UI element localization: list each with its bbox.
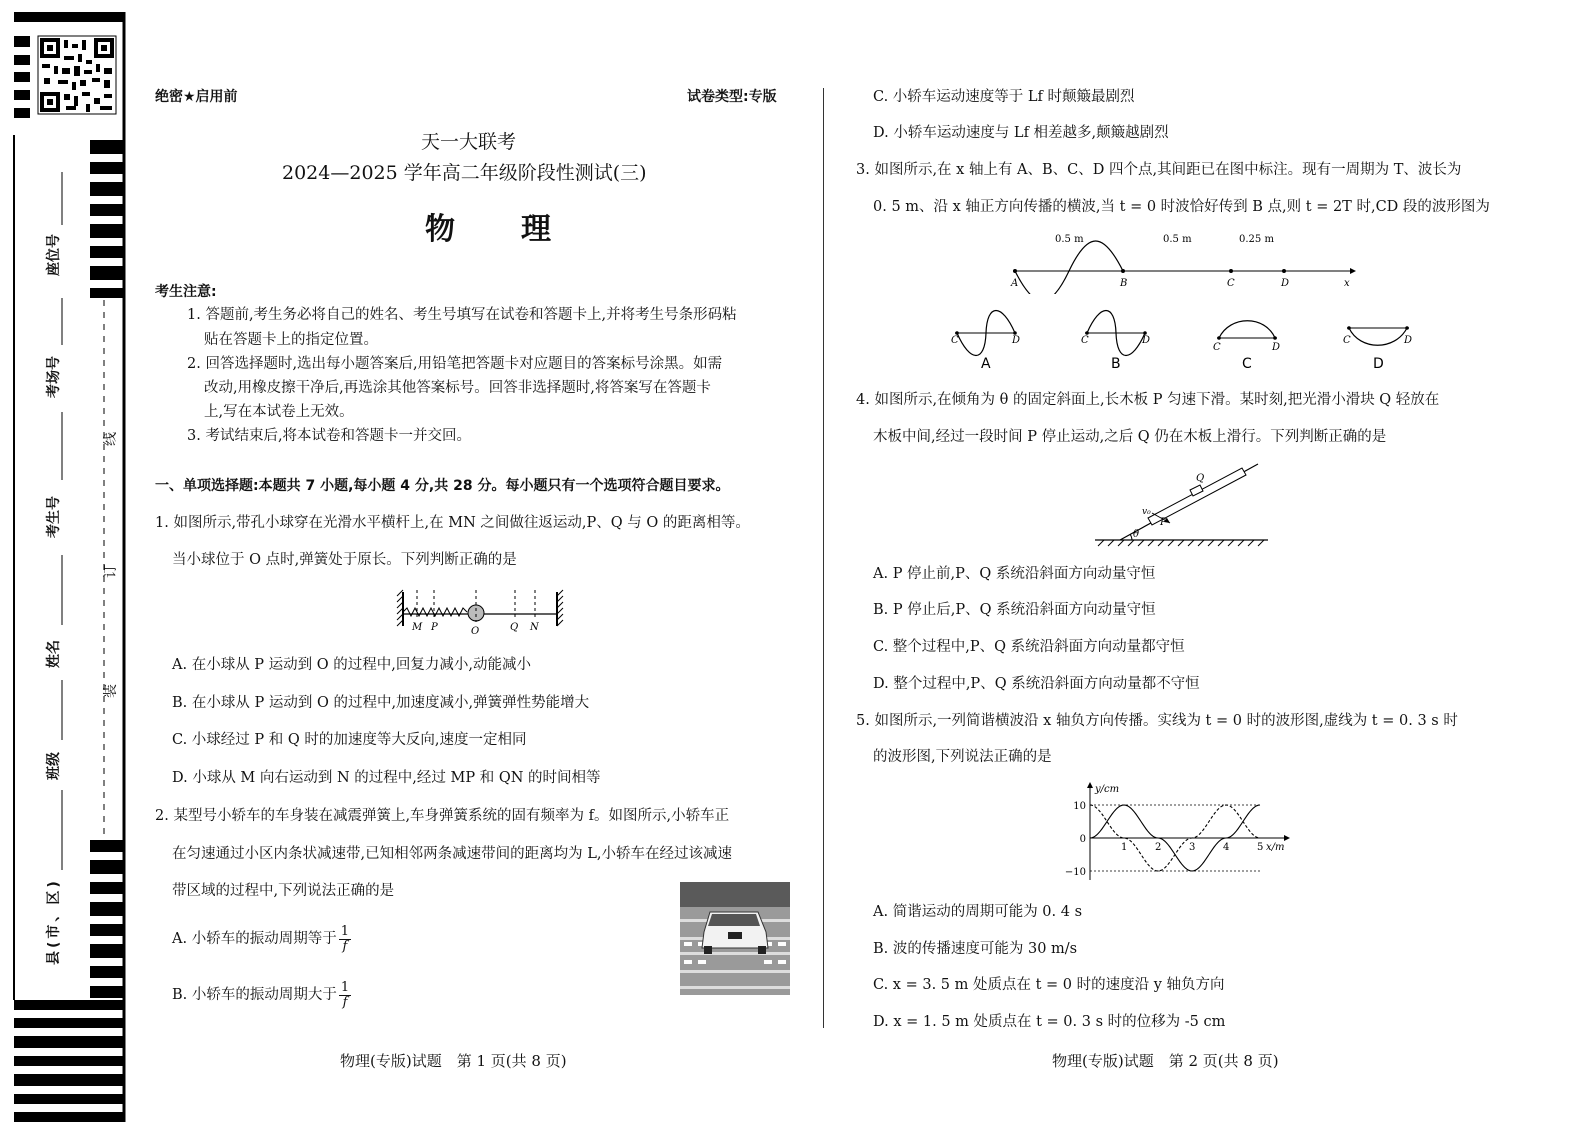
q4-incline-figure (1090, 460, 1280, 548)
q1-label-m: M (412, 622, 423, 633)
q3-dist-ab: 0.5 m (1055, 234, 1084, 245)
q2-option-a-text: A. 小轿车的振动周期等于 (172, 931, 337, 947)
q3-stem-1: 3. 如图所示,在 x 轴上有 A、B、C、D 四个点,其间距已在图中标注。现有一周期为 T、波长为 (856, 162, 1462, 178)
q3-stem-2: 0. 5 m、沿 x 轴正方向传播的横波,当 t = 0 时波恰好传到 B 点,则 t = 2T 时,CD 段的波形图为 (873, 199, 1490, 215)
q3-dist-bc: 0.5 m (1163, 234, 1192, 245)
x-tick-label: 2 (1155, 842, 1162, 853)
notice-title: 考生注意: (155, 284, 217, 300)
q3-wave-axis-figure (1005, 228, 1360, 294)
q1-label-q: Q (510, 622, 519, 633)
svg-text:D: D (1272, 342, 1281, 353)
q1-spring-figure (395, 586, 567, 638)
notice-line-1: 1. 答题前,考生务必将自己的姓名、考生号填写在试卷和答题卡上,并将考生号条形码粘 (187, 307, 737, 323)
q4-option-d: D. 整个过程中,P、Q 系统沿斜面方向动量都不守恒 (873, 676, 1200, 692)
class-label: 班级 (46, 752, 62, 780)
svg-text:C: C (1213, 342, 1221, 353)
q5-stem-2: 的波形图,下列说法正确的是 (873, 749, 1052, 765)
q1-label-o: O (471, 626, 480, 637)
svg-text:D: D (1012, 335, 1021, 346)
svg-text:D: D (1142, 335, 1151, 346)
q5-stem-1: 5. 如图所示,一列简谐横波沿 x 轴负方向传播。实线为 t = 0 时的波形图,虚线为 t = 0. 3 s 时 (856, 713, 1458, 729)
q4-label-p: P (1160, 517, 1167, 528)
chart-axes (1087, 782, 1290, 880)
q2-option-b-text: B. 小轿车的振动周期大于 (172, 987, 337, 1003)
q2-option-a-fraction: $\frac{1}{f}$ (340, 923, 349, 954)
q5-option-c: C. x = 3. 5 m 处质点在 t = 0 时的速度沿 y 轴负方向 (873, 977, 1225, 993)
q3-option-figures (945, 305, 1425, 375)
q2-option-a (172, 922, 351, 956)
q3-option-d-label: D (1373, 356, 1384, 372)
footer-right: 物理(专版)试题 第 2 页(共 8 页) (1052, 1052, 1279, 1070)
q2-stem-1: 2. 某型号小轿车的车身装在减震弹簧上,车身弹簧系统的固有频率为 f。如图所示,小轿车正 (155, 808, 730, 824)
q3-point-d: D (1281, 278, 1290, 289)
q3-option-a-label: A (981, 356, 991, 372)
q1-option-d: D. 小球从 M 向右运动到 N 的过程中,经过 MP 和 QN 的时间相等 (172, 770, 601, 786)
q3-option-b-label: B (1111, 356, 1121, 372)
notice-line-6: 3. 考试结束后,将本试卷和答题卡一并交回。 (187, 428, 472, 444)
bind-mark-bind: 装 (103, 684, 119, 698)
y-tick-label: 10 (1073, 801, 1086, 812)
y-tick-label: 0 (1079, 834, 1086, 845)
footer-left: 物理(专版)试题 第 1 页(共 8 页) (340, 1052, 567, 1070)
binding-strip (0, 0, 130, 1138)
x-tick-label: 1 (1121, 842, 1128, 853)
section-heading: 一、单项选择题:本题共 7 小题,每小题 4 分,共 28 分。每小题只有一个选项符合题目要求。 (155, 478, 730, 494)
q1-label-p: P (431, 622, 438, 633)
exam-title: 2024—2025 学年高二年级阶段性测试(三) (282, 162, 647, 184)
bind-mark-line: 线 (103, 432, 119, 446)
paper-type: 试卷类型:专版 (687, 89, 777, 105)
q3-axis-x: x (1344, 278, 1350, 289)
q3-point-a: A (1011, 278, 1019, 289)
q3-option-c-label: C (1242, 356, 1252, 372)
svg-text:C: C (1343, 335, 1351, 346)
q2-option-b (172, 978, 351, 1012)
qr-code-icon (38, 36, 116, 114)
q4-label-q: Q (1196, 473, 1205, 484)
q4-label-theta: θ (1133, 529, 1140, 540)
room-number-label: 考场号 (46, 356, 62, 398)
q1-label-n: N (530, 622, 539, 633)
q5-option-a: A. 简谐运动的周期可能为 0. 4 s (873, 904, 1083, 920)
svg-text:C: C (951, 335, 959, 346)
q4-stem-2: 木板中间,经过一段时间 P 停止运动,之后 Q 仍在木板上滑行。下列判断正确的是 (873, 429, 1387, 445)
q4-label-v0: v₀ (1142, 507, 1151, 517)
name-label: 姓名 (46, 640, 62, 668)
q2-stem-3: 带区域的过程中,下列说法正确的是 (172, 883, 395, 899)
svg-text:D: D (1404, 335, 1413, 346)
x-tick-label: 4 (1223, 842, 1230, 853)
q5-option-d: D. x = 1. 5 m 处质点在 t = 0. 3 s 时的位移为 -5 cm (873, 1014, 1226, 1030)
notice-line-4: 改动,用橡皮擦干净后,再选涂其他答案标号。回答非选择题时,将答案写在答题卡 (204, 380, 711, 396)
chart-ylabel: y/cm (1095, 784, 1120, 795)
q1-stem-1: 1. 如图所示,带孔小球穿在光滑水平横杆上,在 MN 之间做往返运动,P、Q 与 O 的距离相等。 (155, 515, 750, 531)
seat-number-label: 座位号 (46, 234, 62, 276)
q2-option-b-fraction: $\frac{1}{f}$ (340, 979, 350, 1010)
q4-option-b: B. P 停止后,P、Q 系统沿斜面方向动量守恒 (873, 602, 1156, 618)
bind-mark-staple: 订 (103, 564, 119, 578)
secret-label: 绝密★启用前 (155, 89, 238, 105)
q3-point-b: B (1120, 278, 1128, 289)
page-divider (823, 88, 824, 1028)
notice-line-2: 贴在答题卡上的指定位置。 (204, 332, 378, 348)
q2-option-c: C. 小轿车运动速度等于 Lf 时颠簸最剧烈 (873, 89, 1135, 105)
q5-wave-chart (1062, 780, 1302, 885)
q5-option-b: B. 波的传播速度可能为 30 m/s (873, 941, 1078, 957)
q1-option-a: A. 在小球从 P 运动到 O 的过程中,回复力减小,动能减小 (172, 657, 531, 673)
q1-stem-2: 当小球位于 O 点时,弹簧处于原长。下列判断正确的是 (172, 552, 517, 568)
student-number-label: 考生号 (46, 496, 62, 538)
q2-option-d: D. 小轿车运动速度与 Lf 相差越多,颠簸越剧烈 (873, 125, 1169, 141)
q3-point-c: C (1227, 278, 1235, 289)
org-name: 天一大联考 (421, 131, 517, 153)
county-label: 县(市、区) (46, 878, 62, 965)
q1-option-b: B. 在小球从 P 运动到 O 的过程中,加速度减小,弹簧弹性势能增大 (172, 695, 590, 711)
car-photo (680, 882, 790, 995)
subject-title: 物 理 (425, 212, 569, 247)
x-tick-label: 5 (1257, 842, 1264, 853)
q4-option-a: A. P 停止前,P、Q 系统沿斜面方向动量守恒 (873, 566, 1156, 582)
x-tick-label: 3 (1189, 842, 1196, 853)
q4-option-c: C. 整个过程中,P、Q 系统沿斜面方向动量都守恒 (873, 639, 1185, 655)
chart-xlabel: x/m (1266, 842, 1285, 853)
q3-dist-cd: 0.25 m (1239, 234, 1274, 245)
q2-stem-2: 在匀速通过小区内条状减速带,已知相邻两条减速带间的距离均为 L,小轿车在经过该减速 (172, 846, 732, 862)
q4-stem-1: 4. 如图所示,在倾角为 θ 的固定斜面上,长木板 P 匀速下滑。某时刻,把光滑小滑块 Q 轻放在 (856, 392, 1440, 408)
notice-line-3: 2. 回答选择题时,选出每小题答案后,用铅笔把答题卡对应题目的答案标号涂黑。如需 (187, 356, 723, 372)
notice-line-5: 上,写在本试卷上无效。 (204, 404, 354, 420)
y-tick-label: −10 (1064, 867, 1086, 878)
svg-text:C: C (1081, 335, 1089, 346)
q1-option-c: C. 小球经过 P 和 Q 时的加速度等大反向,速度一定相同 (172, 732, 527, 748)
